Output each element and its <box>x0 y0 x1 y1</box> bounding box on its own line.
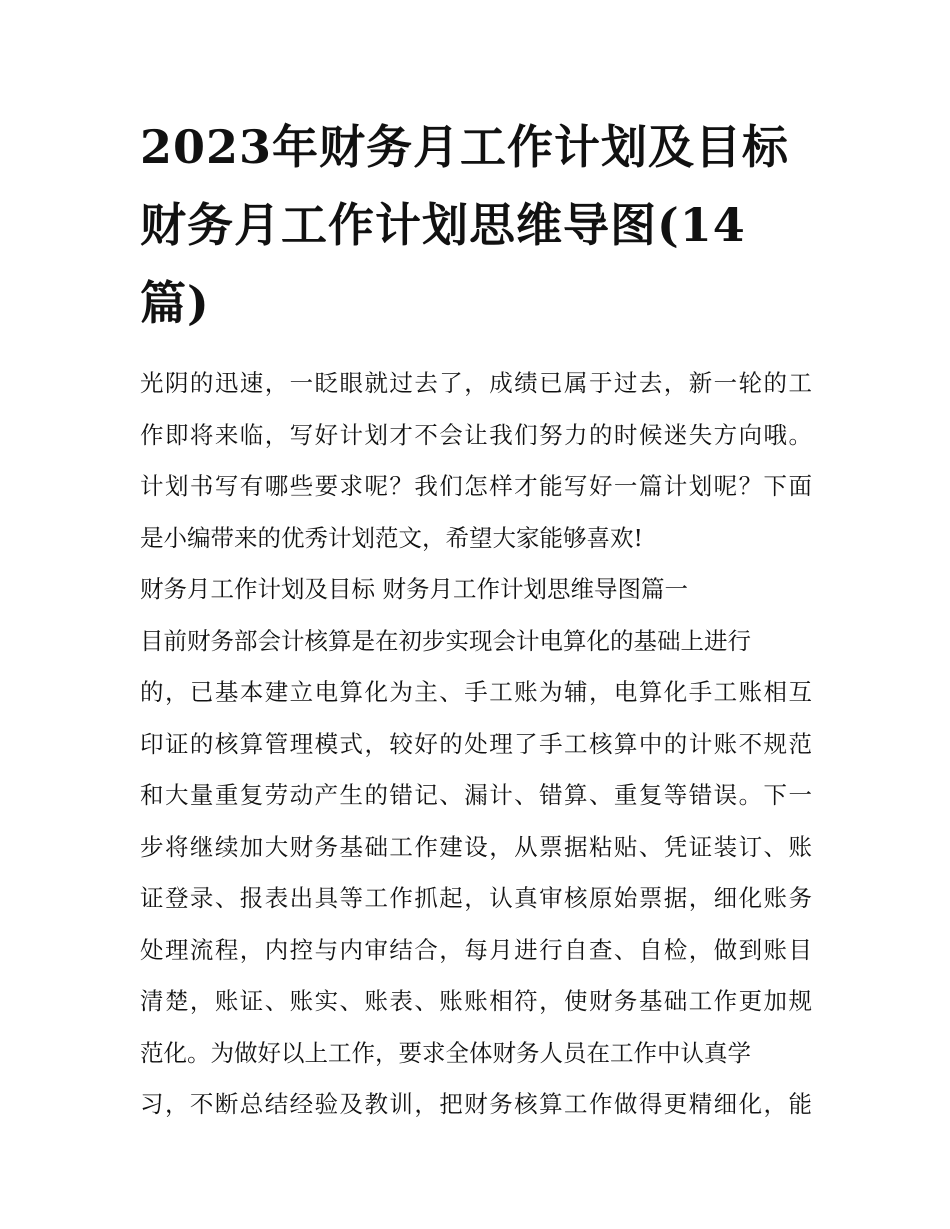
document-title <box>140 108 812 342</box>
title-line-1: 2023年财务月工作计划及目标 <box>140 120 790 174</box>
body-line-7: 的，已基本建立电算化为主、手工账为辅，电算化手工账相互 <box>140 678 812 706</box>
document-page <box>140 108 812 1131</box>
body-line-8: 印证的核算管理模式，较好的处理了手工核算中的计账不规范 <box>140 729 812 758</box>
body-line-12: 处理流程，内控与内审结合，每月进行自查、自检，做到账目 <box>140 935 812 964</box>
body-line-4: 是小编带来的优秀计划范文，希望大家能够喜欢! <box>140 523 643 552</box>
title-line-2: 财务月工作计划思维导图(14 <box>140 198 746 252</box>
body-line-6: 目前财务部会计核算是在初步实现会计电算化的基础上进行 <box>140 626 751 655</box>
body-line-13: 清楚，账证、账实、账表、账账相符，使财务基础工作更加规 <box>140 987 812 1015</box>
section-heading: 财务月工作计划及目标 财务月工作计划思维导图篇一 <box>140 575 688 603</box>
body-line-14: 范化。为做好以上工作，要求全体财务人员在工作中认真学 <box>140 1038 751 1067</box>
body-line-2: 作即将来临，写好计划才不会让我们努力的时候迷失方向哦。 <box>140 420 812 449</box>
body-line-15: 习，不断总结经验及教训，把财务核算工作做得更精细化，能 <box>140 1090 812 1118</box>
body-line-1: 光阴的迅速，一眨眼就过去了，成绩已属于过去，新一轮的工 <box>140 369 812 397</box>
title-line-3: 篇) <box>140 276 210 330</box>
document-body <box>140 358 812 1131</box>
body-line-11: 证登录、报表出具等工作抓起，认真审核原始票据，细化账务 <box>140 884 812 912</box>
body-line-3: 计划书写有哪些要求呢？我们怎样才能写好一篇计划呢？下面 <box>140 472 812 500</box>
body-line-9: 和大量重复劳动产生的错记、漏计、错算、重复等错误。下一 <box>140 781 812 809</box>
body-line-10: 步将继续加大财务基础工作建设，从票据粘贴、凭证装订、账 <box>140 832 812 861</box>
